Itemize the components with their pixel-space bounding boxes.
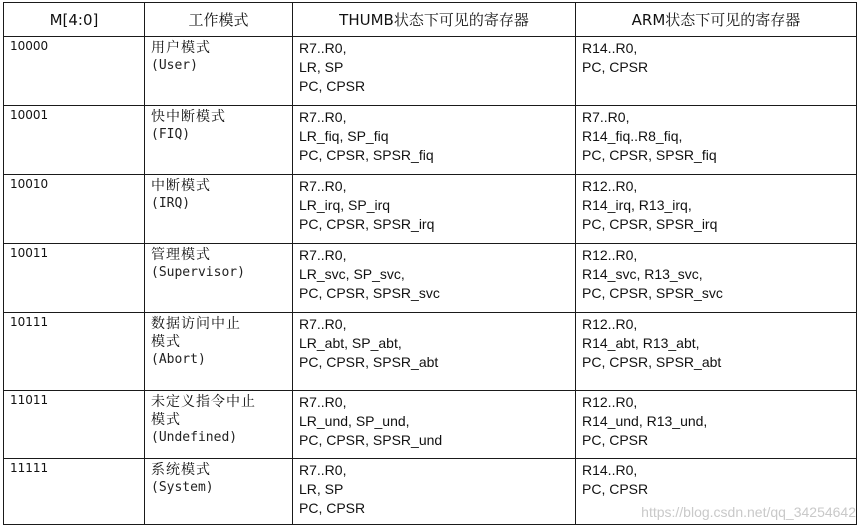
register-line: PC, CPSR (299, 78, 366, 94)
register-line: R12..R0, (582, 247, 638, 263)
register-line: R7..R0, (299, 109, 347, 125)
arm-registers-cell (576, 244, 857, 313)
thumb-registers-cell (293, 175, 576, 244)
mode-bits-cell: 11011 (4, 391, 145, 459)
register-line: R14..R0, (582, 40, 638, 56)
register-line: R7..R0, (299, 247, 347, 263)
register-line: R7..R0, (299, 40, 347, 56)
thumb-registers-cell (293, 313, 576, 391)
mode-bits-cell: 10111 (4, 313, 145, 391)
register-line: R7..R0, (299, 394, 347, 410)
mode-name-cell (145, 313, 293, 391)
arm-processor-modes-table (3, 2, 857, 525)
mode-name-english: (IRQ) (151, 196, 191, 211)
table-row-undefined (4, 391, 857, 459)
register-line: PC, CPSR, SPSR_abt (582, 354, 722, 370)
register-line: PC, CPSR (582, 481, 649, 497)
table-row-supervisor (4, 244, 857, 313)
mode-name-chinese: 用户模式 (151, 40, 211, 56)
register-line: LR_svc, SP_svc, (299, 266, 405, 282)
header-work-mode: 工作模式 (145, 3, 293, 37)
mode-bits-cell: 10000 (4, 37, 145, 106)
register-line: R14_irq, R13_irq, (582, 197, 692, 213)
register-line: PC, CPSR, SPSR_fiq (582, 147, 717, 163)
register-line: PC, CPSR, SPSR_svc (582, 285, 723, 301)
register-line: R14_svc, R13_svc, (582, 266, 703, 282)
register-line: PC, CPSR, SPSR_irq (582, 216, 718, 232)
table-row-user (4, 37, 857, 106)
mode-name-cell (145, 106, 293, 175)
register-line: LR_und, SP_und, (299, 413, 410, 429)
mode-bits-cell: 10010 (4, 175, 145, 244)
register-line: R7..R0, (582, 109, 630, 125)
register-line: LR, SP (299, 481, 344, 497)
thumb-registers-cell (293, 459, 576, 525)
mode-bits-cell: 11111 (4, 459, 145, 525)
arm-registers-cell (576, 391, 857, 459)
register-line: R12..R0, (582, 178, 638, 194)
register-line: R7..R0, (299, 178, 347, 194)
mode-name-english: (System) (151, 480, 214, 495)
source-watermark: https://blog.csdn.net/qq_34254642 (641, 504, 856, 520)
mode-name-chinese: 模式 (151, 334, 181, 350)
mode-name-chinese: 管理模式 (151, 247, 211, 263)
mode-name-english: (Abort) (151, 352, 206, 367)
register-line: LR_fiq, SP_fiq (299, 128, 389, 144)
header-mode-bits: M[4:0] (4, 3, 145, 37)
mode-bits-cell: 10011 (4, 244, 145, 313)
thumb-registers-cell (293, 244, 576, 313)
header-thumb-registers: THUMB状态下可见的寄存器 (293, 3, 576, 37)
register-line: R12..R0, (582, 316, 638, 332)
register-line: PC, CPSR, SPSR_irq (299, 216, 435, 232)
mode-bits-cell: 10001 (4, 106, 145, 175)
arm-registers-cell (576, 175, 857, 244)
register-line: PC, CPSR (582, 59, 649, 75)
mode-name-cell (145, 37, 293, 106)
register-line: PC, CPSR, SPSR_abt (299, 354, 439, 370)
thumb-registers-cell (293, 391, 576, 459)
table-row-abort (4, 313, 857, 391)
mode-name-chinese: 中断模式 (151, 178, 211, 194)
arm-registers-cell (576, 37, 857, 106)
mode-name-cell (145, 391, 293, 459)
register-line: R14_und, R13_und, (582, 413, 708, 429)
mode-name-chinese: 系统模式 (151, 462, 211, 478)
mode-name-chinese: 模式 (151, 412, 181, 428)
mode-name-english: (Supervisor) (151, 265, 245, 280)
register-line: LR, SP (299, 59, 344, 75)
mode-name-english: (Undefined) (151, 430, 238, 445)
register-line: R12..R0, (582, 394, 638, 410)
register-line: LR_abt, SP_abt, (299, 335, 402, 351)
header-arm-registers: ARM状态下可见的寄存器 (576, 3, 857, 37)
mode-name-chinese: 快中断模式 (151, 109, 226, 125)
mode-name-chinese: 未定义指令中止 (151, 394, 256, 410)
register-line: PC, CPSR, SPSR_fiq (299, 147, 434, 163)
register-line: R14_abt, R13_abt, (582, 335, 700, 351)
table-row-irq (4, 175, 857, 244)
register-line: R14_fiq..R8_fiq, (582, 128, 683, 144)
register-line: LR_irq, SP_irq (299, 197, 391, 213)
mode-name-cell (145, 175, 293, 244)
register-line: R7..R0, (299, 316, 347, 332)
mode-name-cell (145, 244, 293, 313)
register-line: PC, CPSR, SPSR_svc (299, 285, 440, 301)
mode-name-english: (User) (151, 58, 198, 73)
arm-registers-cell (576, 106, 857, 175)
register-line: PC, CPSR (299, 500, 366, 516)
mode-name-english: (FIQ) (151, 127, 191, 142)
register-line: PC, CPSR (582, 432, 649, 448)
mode-name-cell (145, 459, 293, 525)
table-row-fiq (4, 106, 857, 175)
arm-registers-cell (576, 313, 857, 391)
register-line: R7..R0, (299, 462, 347, 478)
table-header-row (4, 3, 857, 37)
register-line: R14..R0, (582, 462, 638, 478)
mode-name-chinese: 数据访问中止 (151, 316, 241, 332)
thumb-registers-cell (293, 106, 576, 175)
thumb-registers-cell (293, 37, 576, 106)
register-line: PC, CPSR, SPSR_und (299, 432, 443, 448)
